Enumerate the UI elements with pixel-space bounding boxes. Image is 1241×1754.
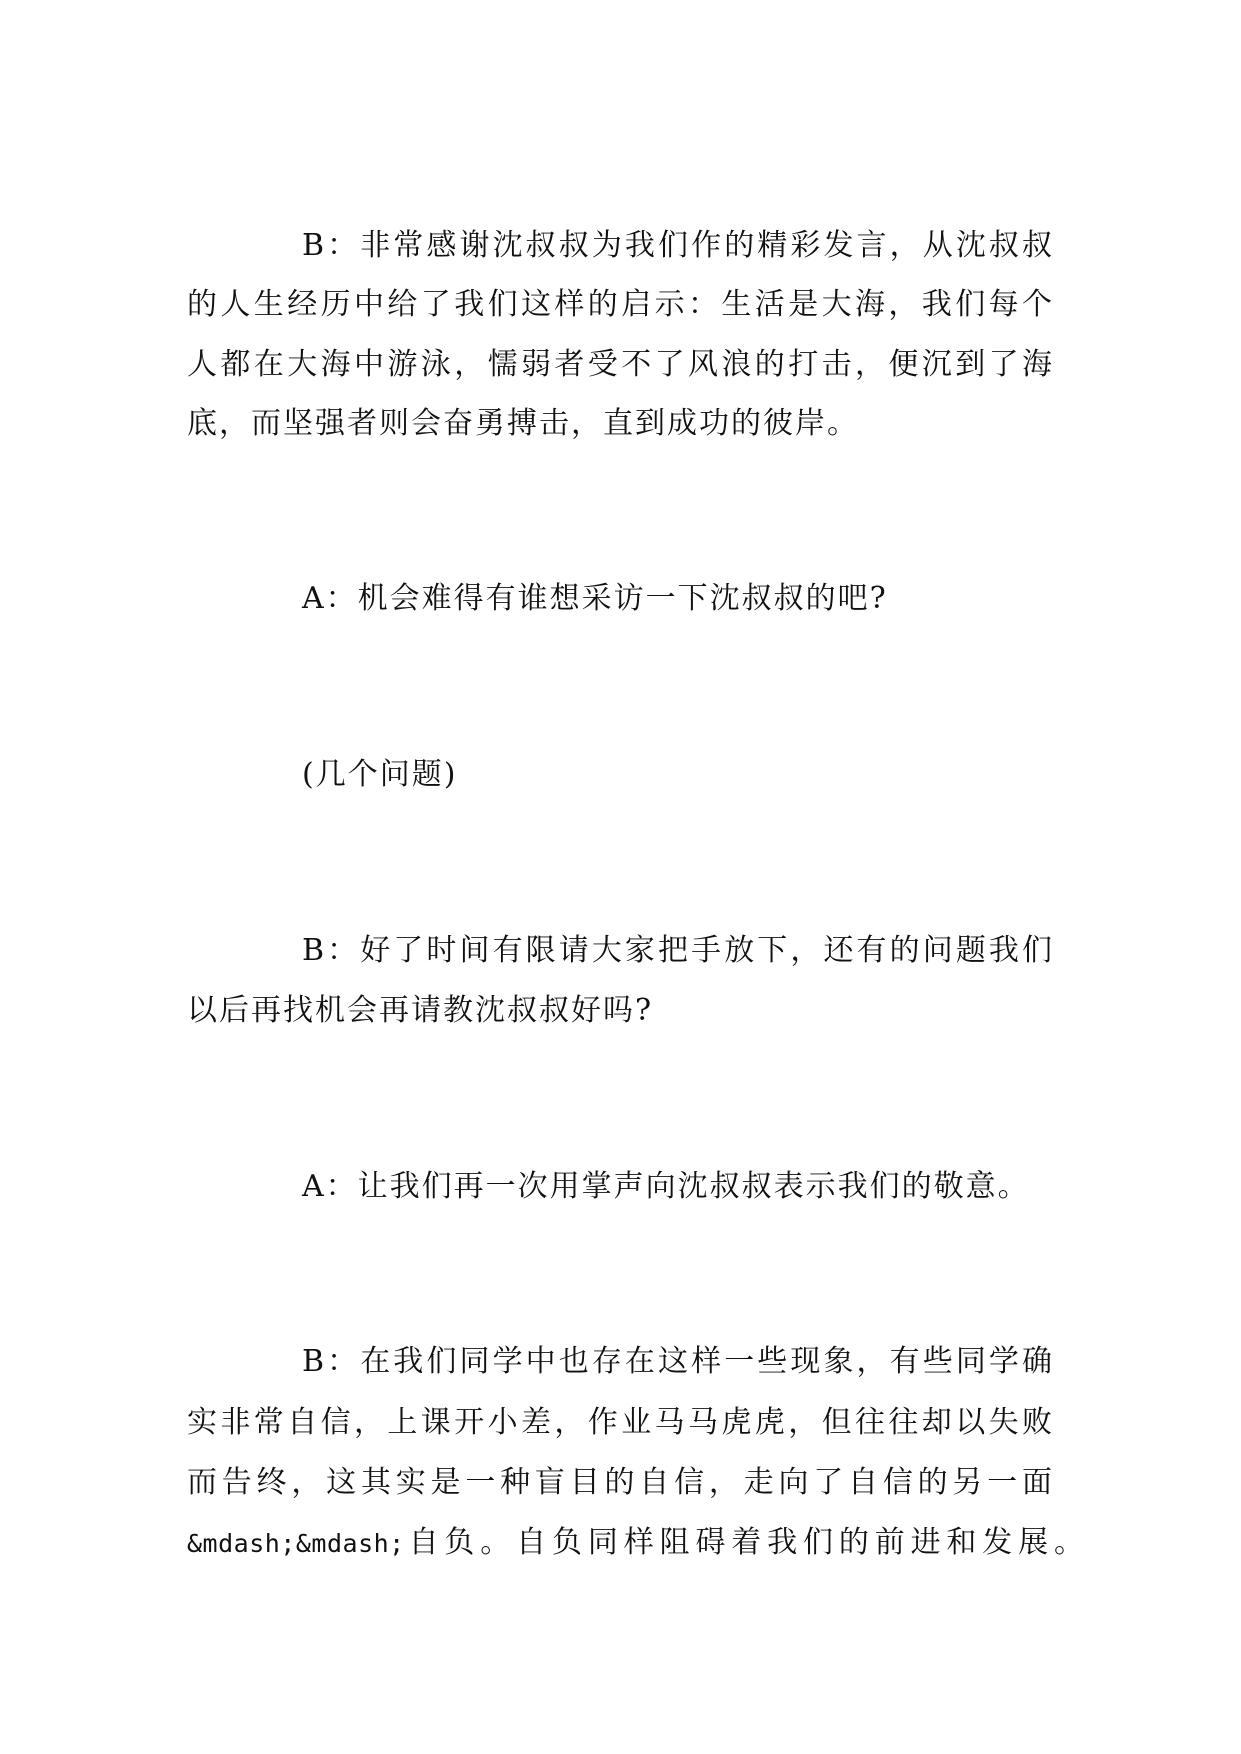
paragraph-1-line-1: B：非常感谢沈叔叔为我们作的精彩发言，从沈叔叔 bbox=[302, 228, 1054, 263]
paragraph-6-line-4 bbox=[187, 1523, 1086, 1563]
paragraph-1-line-3: 人都在大海中游泳，懦弱者受不了风浪的打击，便沉到了海 bbox=[187, 347, 1054, 382]
paragraph-1-line-2: 的人生经历中给了我们这样的启示：生活是大海，我们每个 bbox=[187, 287, 1054, 322]
paragraph-6-line-2: 实非常自信，上课开小差，作业马马虎虎，但往往却以失败 bbox=[187, 1405, 1054, 1440]
paragraph-1-line-4: 底，而坚强者则会奋勇搏击，直到成功的彼岸。 bbox=[187, 406, 859, 441]
paragraph-6-line-3: 而告终，这其实是一种盲目的自信，走向了自信的另一面 bbox=[187, 1465, 1054, 1500]
paragraph-3-line-1: (几个问题) bbox=[302, 757, 458, 792]
paragraph-6-line-4-text: 自负。自负同样阻碍着我们的前进和发展。 bbox=[404, 1525, 1086, 1560]
paragraph-4-line-1: B：好了时间有限请大家把手放下，还有的问题我们 bbox=[302, 933, 1054, 968]
paragraph-2-line-1: A：机会难得有谁想采访一下沈叔叔的吧? bbox=[302, 581, 888, 616]
paragraph-6-line-1: B：在我们同学中也存在这样一些现象，有些同学确 bbox=[302, 1344, 1054, 1379]
paragraph-5-line-1: A：让我们再一次用掌声向沈叔叔表示我们的敬意。 bbox=[302, 1169, 1030, 1204]
paragraph-4-line-2: 以后再找机会再请教沈叔叔好吗? bbox=[187, 993, 654, 1028]
mdash-entity-text: &mdash;&mdash; bbox=[187, 1529, 405, 1558]
